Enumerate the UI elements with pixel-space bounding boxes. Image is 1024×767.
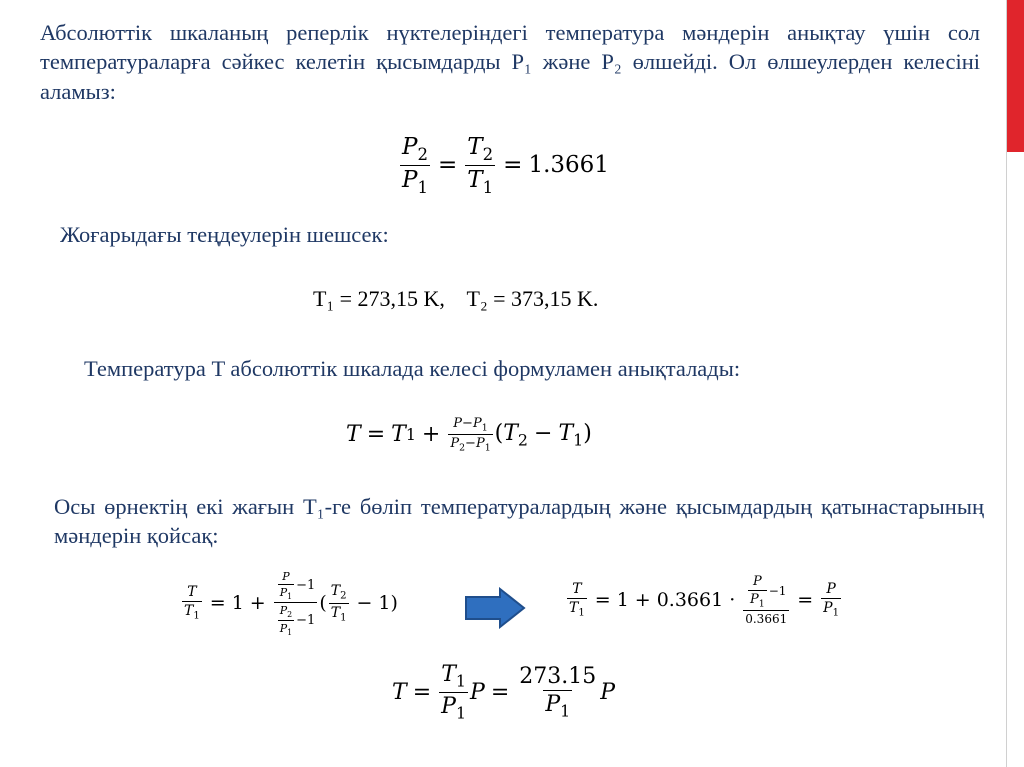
simplified-ratio-equation: $\frac{T}{T_1}$ = 1 + 0.3661 · $\frac{P}{P_1}$ −1 0.3661 = $\frac{P}{P_1}$ bbox=[569, 574, 839, 627]
absolute-temperature-formula: T = T 1 + $\frac{P-P_1}{P_2-P_1}$ $(T_2 - T_1)$ bbox=[346, 416, 592, 454]
t1-value: 273.15 bbox=[519, 663, 597, 689]
substitution-paragraph: Осы өрнектің екі жағын T₁-ге бөліп температуралардың және қысымдардың қатынастарының мәндерін қойсақ: bbox=[54, 494, 984, 549]
ratio-equation: $\frac{P_2}{P_1}$ = $\frac{T_2}{T_1}$ = 1.3661 bbox=[402, 134, 609, 197]
right-accent-bar bbox=[1007, 0, 1024, 152]
ratio-substitution-equation: $\frac{T}{T_1}$ = 1 + $\frac{P}{P_1}$ −1 $\frac{P_2}{P_1}$ −1 ( $\frac{T_2}{T_1}$ − 1 ) bbox=[184, 570, 398, 637]
final-temperature-equation: T = $\frac{T_1}{P_1}$ P = $\frac{273.15}{P_1}$ P bbox=[392, 662, 616, 723]
definition-paragraph: Температура T абсолюттік шкалада келесі формуламен анықталады: bbox=[84, 356, 741, 381]
right-arrow-icon bbox=[464, 587, 526, 629]
temperature-values: T₁ = 273,15 K, T₂ = 373,15 K. bbox=[313, 286, 599, 311]
solving-paragraph: Жоғарыдағы теңдеулерін шешсек: bbox=[60, 222, 389, 247]
intro-paragraph: Абсолюттік шкаланың реперлік нүктелеріндегі температура мәндерін анықтау үшін сол температураларға сәйкес келетін қысымдарды P₁ және P₂ өлшейді. Ол өлшеулерден келесіні аламыз: bbox=[40, 20, 980, 104]
ratio-minus-one-coefficient: 0.3661 bbox=[656, 589, 724, 612]
ratio-value: 1.3661 bbox=[528, 152, 609, 179]
